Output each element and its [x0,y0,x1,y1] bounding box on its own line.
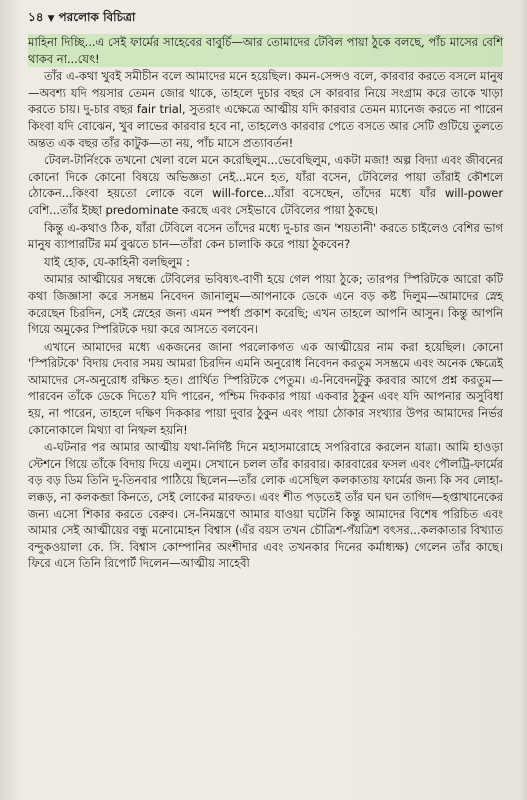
page-number: ১৪ [28,10,44,24]
page-edge-shadow [521,0,527,800]
book-title: পরলোক বিচিত্রা [58,10,136,24]
paragraph: মাহিনা দিচ্ছি...এ সেই ফার্মের সাহেবের বাবুর্চি—আর তোমাদের টেবিল পায়া ঠুকে বলছে, পাঁচ মাসের বেশি থাকব না...যেৎ! [28,35,503,66]
paragraph: তাঁর এ-কথা খুবই সমীচীন বলে আমাদের মনে হয়েছিল। কমন-সেন্সও বলে, কারবার করতে বসলে মানুষ—অবশ্য যদি পয়সার তেমন জোর থাকে, তাহলে দুচার বছর সে কারবার নিয়ে সংগ্রাম করে তাকে খাড়া করতে চায়। দু-চার বছর fair trial, সুতরাং এক্ষেত্রে আত্মীয় যদি কারবার তেমন ম্যানেজ করতে না পারেন কিংবা যদি বোঝেন, খুব লাভের কারবার হবে না, তাহলেও কারবার পেতে বসতে আর সেটি গুটিয়ে তুলতে অন্তত এক বছর তাঁর কাটুক—তা নয়, পাঁচ মাসে প্রত্যাবর্তন! [28,69,503,150]
paragraph: আমার আত্মীয়ের সম্বন্ধে টেবিলের ভবিষ্যৎ-বাণী হয়ে গেল পায়া ঠুকে; তারপর স্পিরিটকে আরো কটি কথা জিজ্ঞাসা করে সসম্ভ্রম নিবেদন জানালুম—আপনাকে ডেকে এনে বড় কষ্ট দিলুম—আমাদের স্নেহ করেছেন চিরদিন, সেই স্নেহের জন্য এমন স্পর্ধা প্রকাশ করেছি; এখন তাহলে আপনি আসুন। কিন্তু আপনি গিয়ে অমুকের স্পিরিটকে দয়া করে আসতে বলবেন। [28,272,503,337]
paragraph: এ-ঘটনার পর আমার আত্মীয় যথা-নির্দিষ্ট দিনে মহাসমারোহে সপরিবারে করলেন যাত্রা। আমি হাওড়া স্টেশনে গিয়ে তাঁকে বিদায় দিয়ে এলুম। সেখানে চলল তাঁর কারবার। কারবারের ফসল এবং পৌলট্রি-ফার্মের বড় বড় ডিম তিনি দু-তিনবার পাঠিয়ে ছিলেন—তাঁর লোক এসেছিল কলকাতায় ফার্মের জন্য কি সব লোহা-লক্কড়, না কলকব্জা কিনতে, সেই লোকের মারফত। এবং শীত পড়তেই তাঁর ঘন ঘন তাগিদ—হপ্তাখানেকের জন্য এসো শিকার করতে বেরুব। সে-নিমন্ত্রণে আমার যাওয়া ঘটেনি কিন্তু আমাদের বিশেষ পরিচিত এবং আমার সেই আত্মীয়ের বন্ধু মনোমোহন বিশ্বাস (এঁর বয়স তখন চৌত্রিশ-পঁয়ত্রিশ বৎসর...কলকাতার বিখ্যাত বন্দুকওয়ালা কে. সি. বিশ্বাস কোম্পানির অংশীদার এবং তখনকার দিনের কর্মাধ্যক্ষ) গেলেন তাঁর কাছে। ফিরে এসে তিনি রিপোর্ট দিলেন—আত্মীয় সাহেবী [28,440,503,571]
running-head [28,10,503,28]
paragraph: কিন্তু এ-কথাও ঠিক, যাঁরা টেবিলে বসেন তাঁদের মধ্যে দু-চার জন 'শয়তানী' করতে চাইলেও বেশির ভাগ মানুষ ব্যাপারটির মর্ম বুঝতে চান—তাঁরা কেন চালাকি করে পায়া ঠুকবেন? [28,220,503,252]
paragraph: এখানে আমাদের মধ্যে একজনের জানা পরলোকগত এক আত্মীয়ের নাম করা হয়েছিল। কোনো 'স্পিরিটকে' বিদায় দেবার সময় আমরা চিরদিন এমনি অনুরোধ নিবেদন করতুম সসম্ভ্রমে এবং অনেক ক্ষেত্রেই আমাদের সে-অনুরোধ রক্ষিত হত। প্রার্থিত স্পিরিটকে পেতুম। এ-নিবেদনটুকু করবার আগে প্রশ্ন করতুম—পারবেন তাঁকে ডেকে দিতে? যদি পারেন, পশ্চিম দিককার পায়া একবার ঠুকুন এবং যদি আপনার অসুবিধা হয়, না পারেন, তাহলে দক্ষিণ দিককার পায়া দুবার ঠুকুন এবং পায়া ঠোকার সংখ্যার উপর আমাদের নির্ভর কোনোকালে মিথ্যা বা নিষ্ফল হয়নি! [28,339,503,437]
triangle-marker-icon: ▼ [47,14,55,24]
paragraph: টেবল-টার্নিংকে তখনো খেলা বলে মনে করেছিলুম...ভেবেছিলুম, একটা মজা! অল্প বিদ্যা এবং জীবনের কোনো দিকে কোনো বিষয়ে অভিজ্ঞতা নেই...মনে হত, যাঁরা বসেন, টেবিলের পায়া তাঁরাই কৌশলে ঠোকেন...কিংবা হয়তো লোকে বলে will-force...যাঁরা বসেছেন, তাঁদের মধ্যে যাঁর will-power বেশি...তাঁর ইচ্ছা predominate করছে এবং সেইভাবে টেবিলের পায়া ঠুকছে। [28,153,503,217]
paragraph: যাই হোক, যে-কাহিনী বলছিলুম : [44,254,190,269]
